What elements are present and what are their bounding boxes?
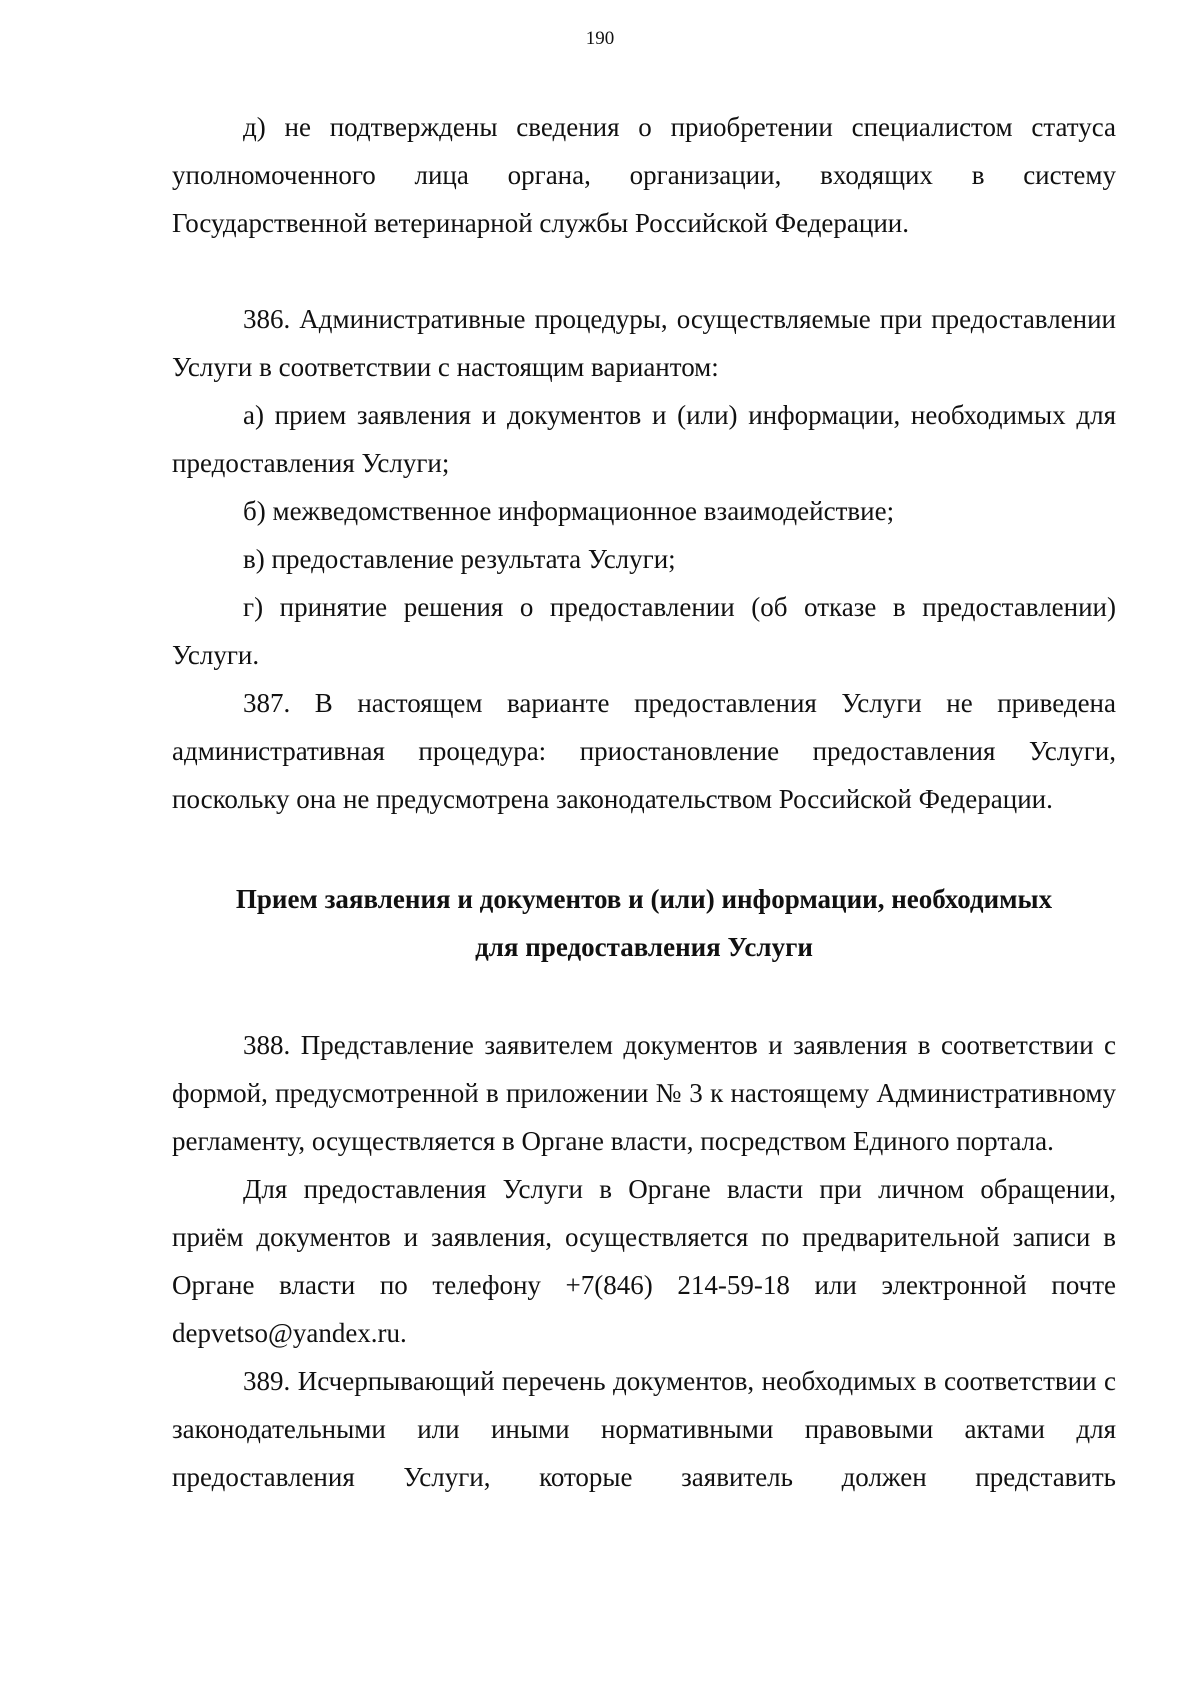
paragraph-item-d: д) не подтверждены сведения о приобретении специалистом статуса уполномоченного лица органа, организации, входящих в систему Государственной ветеринарной службы Российской Федерации. [172,112,1116,238]
list-item-v: в) предоставление результата Услуги; [243,544,676,574]
paragraph-388: 388. Представление заявителем документов и заявления в соответствии с формой, предусмотренной в приложении № 3 к настоящему Административному регламенту, осуществляется в Органе власти, посредством Единого портала. [172,1030,1116,1156]
page-number: 190 [585,28,615,49]
heading-gap-top [172,823,1116,875]
paragraph-389: 389. Исчерпывающий перечень документов, необходимых в соответствии с законодательными или иными нормативными правовыми актами для предоставления Услуги, которые заявитель должен представить [172,1366,1116,1492]
list-item-a: а) прием заявления и документов и (или) информации, необходимых для предоставления Услуги; [172,400,1116,478]
heading-gap-bottom [172,971,1116,1021]
paragraph-appointment: Для предоставления Услуги в Органе власти при личном обращении, приём документов и заявления, осуществляется по предварительной записи в Органе власти по телефону +7(846) 214-59-18 или электронной почте depvetso@yandex.ru. [172,1174,1116,1348]
section-heading-line2: для предоставления Услуги [475,932,813,962]
list-item-g: г) принятие решения о предоставлении (об отказе в предоставлении) Услуги. [172,592,1116,670]
paragraph-386: 386. Административные процедуры, осуществляемые при предоставлении Услуги в соответствии с настоящим вариантом: [172,304,1116,382]
paragraph-gap [172,247,1116,295]
section-heading [172,875,1116,971]
paragraph-387: 387. В настоящем варианте предоставления Услуги не приведена административная процедура: приостановление предоставления Услуги, поскольку она не предусмотрена законодательством Российской Федерации. [172,688,1116,814]
section-heading-line1: Прием заявления и документов и (или) информации, необходимых [235,884,1053,914]
list-item-b: б) межведомственное информационное взаимодействие; [243,496,895,526]
document-body [172,103,1116,1501]
